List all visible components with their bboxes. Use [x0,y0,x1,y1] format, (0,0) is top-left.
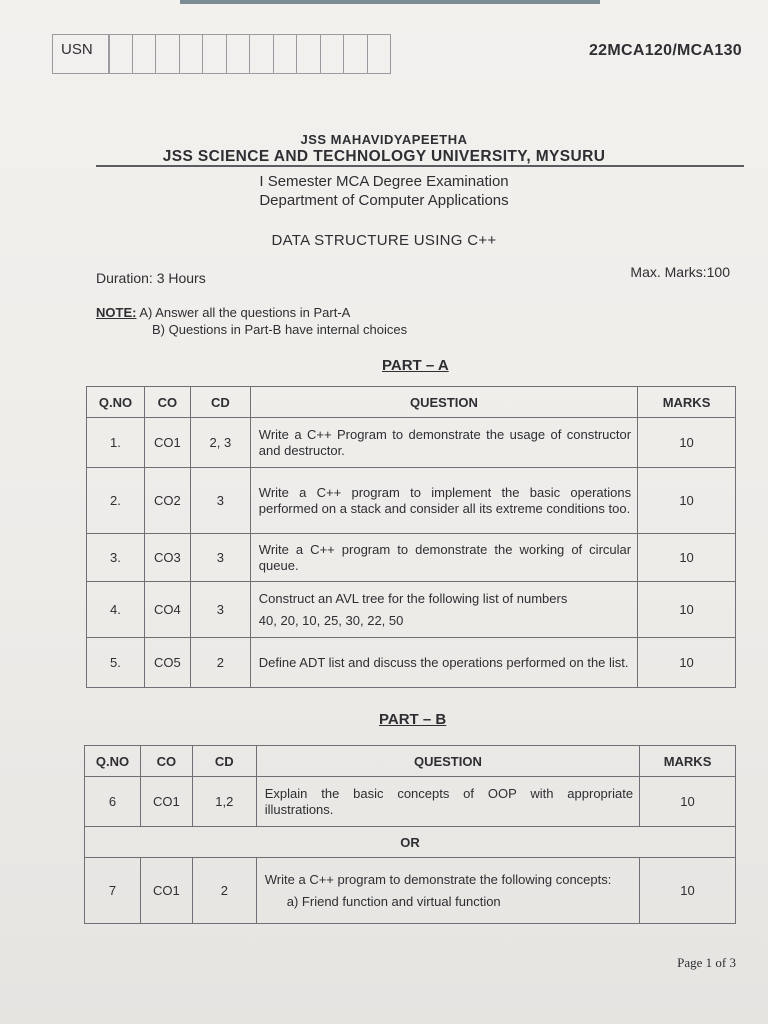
co-cell: CO3 [144,534,190,582]
top-band [180,0,600,4]
note-a: A) Answer all the questions in Part-A [139,305,351,320]
header-marks: MARKS [638,387,736,418]
part-b-title: PART – B [379,711,447,728]
cd-cell: 3 [190,534,250,582]
note-label: NOTE: [96,305,137,320]
qno-cell: 4. [87,582,145,638]
question-cell: Write a C++ program to implement the basic operations performed on a stack and consider all its extreme conditions too. [250,468,637,534]
qno-cell: 1. [87,418,145,468]
table-header-row [85,746,736,777]
question-cell: Write a C++ Program to demonstrate the usage of constructor and destructor. [250,418,637,468]
part-a-title: PART – A [382,357,449,374]
marks-cell: 10 [638,468,736,534]
usn-box [344,34,368,74]
question-cell: Explain the basic concepts of OOP with appropriate illustrations. [256,777,639,827]
question-cell: Write a C++ program to demonstrate the working of circular queue. [250,534,637,582]
note-block [96,304,407,338]
table-row [87,468,736,534]
header-cd: CD [192,746,256,777]
number-list: 40, 20, 10, 25, 30, 22, 50 [258,612,404,628]
marks-cell: 10 [638,534,736,582]
cd-cell: 2 [192,858,256,924]
usn-label: USN [52,34,108,74]
org-name: JSS MAHAVIDYAPEETHA [300,132,468,147]
page-number: Page 1 of 3 [677,955,736,970]
usn-box [227,34,251,74]
subject-title: DATA STRUCTURE USING C++ [271,232,497,249]
header-question: QUESTION [256,746,639,777]
co-cell: CO1 [144,418,190,468]
part-a-table [86,386,736,688]
header-rule [96,165,744,167]
usn-box [180,34,204,74]
department-name: Department of Computer Applications [259,192,509,209]
usn-box [156,34,180,74]
qno-cell: 3. [87,534,145,582]
part-b-table [84,745,736,924]
qno-cell: 2. [87,468,145,534]
table-row [87,534,736,582]
co-cell: CO1 [140,777,192,827]
co-cell: CO5 [144,638,190,688]
table-row [87,582,736,638]
header-qno: Q.NO [87,387,145,418]
header-qno: Q.NO [85,746,141,777]
university-name: JSS SCIENCE AND TECHNOLOGY UNIVERSITY, MYSURU [162,148,606,165]
exam-title: I Semester MCA Degree Examination [259,173,509,190]
qno-cell: 5. [87,638,145,688]
duration: Duration: 3 Hours [96,270,206,286]
usn-box [133,34,157,74]
table-row [85,777,736,827]
header-marks: MARKS [640,746,736,777]
usn-field [52,34,391,74]
usn-box [109,34,133,74]
marks-cell: 10 [638,418,736,468]
usn-box [321,34,345,74]
usn-box [250,34,274,74]
header-co: CO [140,746,192,777]
usn-boxes [108,34,391,74]
table-row [87,638,736,688]
table-header-row [87,387,736,418]
cd-cell: 2 [190,638,250,688]
qno-cell: 7 [85,858,141,924]
or-label: OR [85,827,736,858]
header-question: QUESTION [250,387,637,418]
usn-box [368,34,392,74]
cd-cell: 1,2 [192,777,256,827]
co-cell: CO2 [144,468,190,534]
header-cd: CD [190,387,250,418]
usn-box [274,34,298,74]
note-b: B) Questions in Part-B have internal choices [152,322,408,337]
paper-code: 22MCA120/MCA130 [588,42,742,59]
cd-cell: 3 [190,582,250,638]
question-cell: Define ADT list and discuss the operations performed on the list. [250,638,637,688]
or-row [85,827,736,858]
cd-cell: 3 [190,468,250,534]
question-text: Write a C++ program to demonstrate the following concepts: [264,871,612,887]
marks-cell: 10 [640,858,736,924]
question-cell [256,858,639,924]
max-marks: Max. Marks:100 [630,264,730,280]
usn-box [297,34,321,74]
marks-cell: 10 [638,638,736,688]
question-text: Construct an AVL tree for the following list of numbers [258,590,568,606]
table-row [85,858,736,924]
co-cell: CO4 [144,582,190,638]
marks-cell: 10 [638,582,736,638]
sub-question-a: a) Friend function and virtual function [286,893,501,909]
co-cell: CO1 [140,858,192,924]
marks-cell: 10 [640,777,736,827]
cd-cell: 2, 3 [190,418,250,468]
usn-box [203,34,227,74]
header-co: CO [144,387,190,418]
table-row [87,418,736,468]
question-cell [250,582,637,638]
qno-cell: 6 [85,777,141,827]
